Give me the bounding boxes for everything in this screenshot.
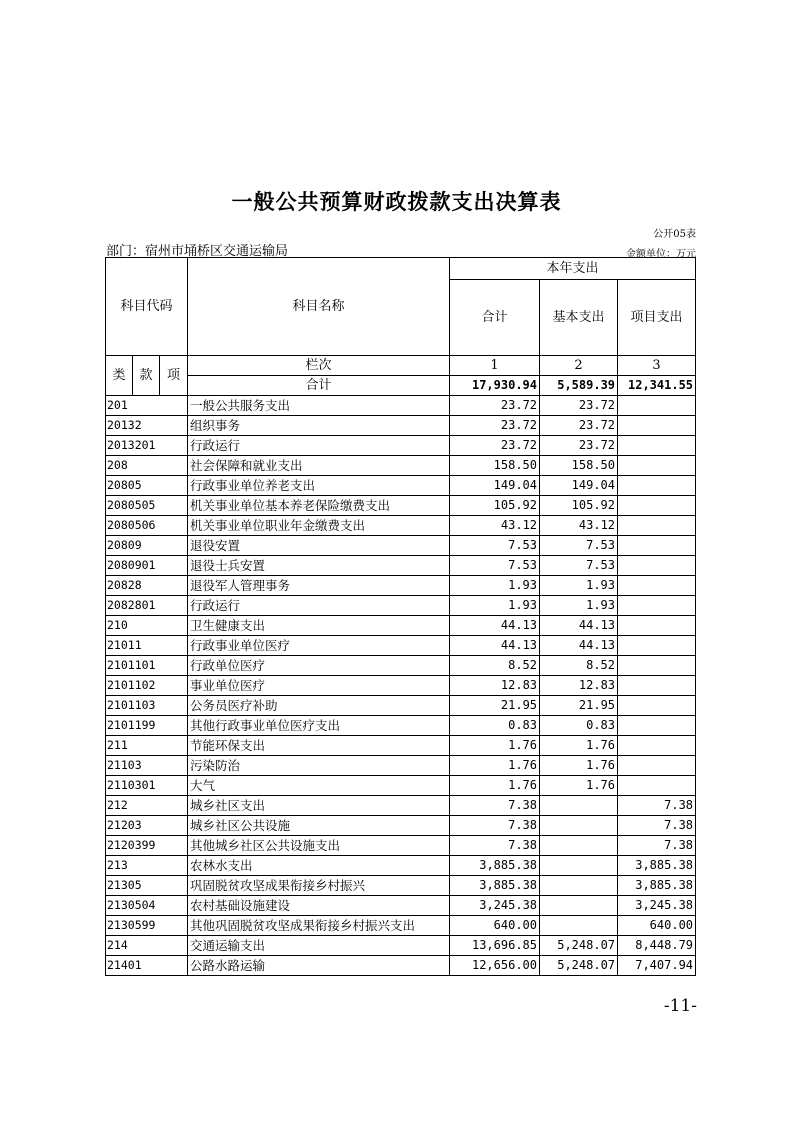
row-basic: 44.13 [540,636,618,656]
row-project: 7.38 [618,816,696,836]
row-project [618,596,696,616]
row-name: 城乡社区支出 [188,796,450,816]
row-project [618,716,696,736]
row-name: 公务员医疗补助 [188,696,450,716]
row-name: 其他城乡社区公共设施支出 [188,836,450,856]
row-basic: 149.04 [540,476,618,496]
row-basic [540,916,618,936]
row-total: 3,245.38 [450,896,540,916]
table-row [106,916,696,936]
header-col1: 1 [450,356,540,376]
row-code: 201 [106,396,188,416]
header-col2: 2 [540,356,618,376]
row-code: 20828 [106,576,188,596]
table-row [106,476,696,496]
summary-label: 合计 [188,376,450,396]
row-total: 3,885.38 [450,856,540,876]
row-project: 640.00 [618,916,696,936]
row-basic: 23.72 [540,436,618,456]
row-code: 210 [106,616,188,636]
table-row [106,696,696,716]
row-total: 12.83 [450,676,540,696]
row-name: 行政运行 [188,596,450,616]
table-row [106,636,696,656]
row-total: 1.76 [450,736,540,756]
row-total: 8.52 [450,656,540,676]
row-basic: 105.92 [540,496,618,516]
row-total: 1.76 [450,756,540,776]
department-label: 部门：宿州市埇桥区交通运输局 [106,244,289,259]
page-title: 一般公共预算财政拨款支出决算表 [231,190,562,214]
table-row [106,676,696,696]
row-name: 组织事务 [188,416,450,436]
row-basic [540,896,618,916]
row-project [618,416,696,436]
row-code: 2082801 [106,596,188,616]
summary-basic: 5,589.39 [540,376,618,396]
row-total: 7.38 [450,796,540,816]
row-project [618,636,696,656]
row-name: 巩固脱贫攻坚成果衔接乡村振兴 [188,876,450,896]
row-basic [540,796,618,816]
table-row [106,616,696,636]
row-total: 640.00 [450,916,540,936]
row-basic: 1.93 [540,596,618,616]
row-project [618,516,696,536]
row-basic: 44.13 [540,616,618,636]
row-name: 行政事业单位医疗 [188,636,450,656]
row-total: 7.53 [450,536,540,556]
row-total: 7.53 [450,556,540,576]
row-total: 1.76 [450,776,540,796]
table-row [106,536,696,556]
row-basic: 1.76 [540,736,618,756]
row-project [618,676,696,696]
header-xiang: 项 [160,356,188,396]
table-row [106,496,696,516]
table-row [106,556,696,576]
row-project: 7,407.94 [618,956,696,976]
row-code: 2080901 [106,556,188,576]
row-project [618,496,696,516]
row-basic: 158.50 [540,456,618,476]
row-basic: 7.53 [540,556,618,576]
header-row-lanci [106,356,696,376]
row-basic: 1.76 [540,756,618,776]
header-basic: 基本支出 [540,280,618,356]
row-basic: 7.53 [540,536,618,556]
page-number: -11- [663,996,697,1016]
row-name: 其他巩固脱贫攻坚成果衔接乡村振兴支出 [188,916,450,936]
header-row-1 [106,258,696,280]
table-row [106,836,696,856]
table-row [106,876,696,896]
table-row [106,756,696,776]
row-code: 2101101 [106,656,188,676]
row-name: 农林水支出 [188,856,450,876]
table-row [106,956,696,976]
row-name: 退役士兵安置 [188,556,450,576]
row-code: 20809 [106,536,188,556]
row-name: 退役军人管理事务 [188,576,450,596]
row-basic [540,816,618,836]
header-kuan: 款 [133,356,160,396]
row-total: 7.38 [450,816,540,836]
row-code: 212 [106,796,188,816]
summary-row [106,376,696,396]
table-row [106,796,696,816]
table-row [106,656,696,676]
table-row [106,896,696,916]
row-total: 23.72 [450,436,540,456]
row-name: 事业单位医疗 [188,676,450,696]
summary-total: 17,930.94 [450,376,540,396]
row-project: 7.38 [618,836,696,856]
row-code: 20132 [106,416,188,436]
row-basic: 0.83 [540,716,618,736]
row-name: 农村基础设施建设 [188,896,450,916]
row-code: 2101199 [106,716,188,736]
table-row [106,396,696,416]
row-project [618,776,696,796]
table-row [106,736,696,756]
row-code: 21203 [106,816,188,836]
row-name: 卫生健康支出 [188,616,450,636]
row-name: 节能环保支出 [188,736,450,756]
header-lanci: 栏次 [188,356,450,376]
row-name: 行政运行 [188,436,450,456]
row-project [618,476,696,496]
table-row [106,576,696,596]
row-project [618,656,696,676]
header-col3: 3 [618,356,696,376]
row-basic: 43.12 [540,516,618,536]
unit-label: 金额单位：万元 [626,249,696,260]
row-total: 0.83 [450,716,540,736]
row-code: 2101103 [106,696,188,716]
table-row [106,856,696,876]
row-basic [540,836,618,856]
row-name: 机关事业单位职业年金缴费支出 [188,516,450,536]
row-code: 2120399 [106,836,188,856]
row-total: 3,885.38 [450,876,540,896]
row-code: 21305 [106,876,188,896]
row-total: 1.93 [450,576,540,596]
row-total: 158.50 [450,456,540,476]
row-project: 3,885.38 [618,876,696,896]
row-project [618,536,696,556]
header-name: 科目名称 [188,258,450,356]
table-row [106,776,696,796]
row-project: 3,885.38 [618,856,696,876]
row-code: 2013201 [106,436,188,456]
row-code: 213 [106,856,188,876]
row-code: 2080506 [106,516,188,536]
row-name: 行政单位医疗 [188,656,450,676]
row-code: 2130504 [106,896,188,916]
row-code: 2080505 [106,496,188,516]
row-code: 214 [106,936,188,956]
row-basic: 12.83 [540,676,618,696]
row-basic: 1.93 [540,576,618,596]
row-project: 7.38 [618,796,696,816]
table-row [106,516,696,536]
row-code: 208 [106,456,188,476]
row-total: 44.13 [450,616,540,636]
table-row [106,436,696,456]
row-total: 13,696.85 [450,936,540,956]
table-row [106,936,696,956]
row-total: 44.13 [450,636,540,656]
table-row [106,816,696,836]
header-project: 项目支出 [618,280,696,356]
row-basic: 5,248.07 [540,936,618,956]
row-name: 公路水路运输 [188,956,450,976]
row-code: 2110301 [106,776,188,796]
row-code: 21103 [106,756,188,776]
header-annual: 本年支出 [450,258,696,280]
row-project: 3,245.38 [618,896,696,916]
row-total: 43.12 [450,516,540,536]
row-basic: 1.76 [540,776,618,796]
row-name: 城乡社区公共设施 [188,816,450,836]
row-total: 23.72 [450,396,540,416]
row-total: 149.04 [450,476,540,496]
row-project [618,696,696,716]
row-code: 21401 [106,956,188,976]
row-basic: 23.72 [540,396,618,416]
header-code: 科目代码 [106,258,188,356]
table-row [106,416,696,436]
row-total: 7.38 [450,836,540,856]
row-basic: 5,248.07 [540,956,618,976]
row-name: 行政事业单位养老支出 [188,476,450,496]
row-project [618,756,696,776]
row-basic: 21.95 [540,696,618,716]
row-name: 机关事业单位基本养老保险缴费支出 [188,496,450,516]
row-basic: 23.72 [540,416,618,436]
row-project [618,396,696,416]
row-total: 1.93 [450,596,540,616]
row-project [618,456,696,476]
row-total: 23.72 [450,416,540,436]
row-total: 105.92 [450,496,540,516]
row-code: 21011 [106,636,188,656]
row-name: 一般公共服务支出 [188,396,450,416]
row-code: 211 [106,736,188,756]
row-code: 2101102 [106,676,188,696]
row-total: 12,656.00 [450,956,540,976]
header-total: 合计 [450,280,540,356]
expenditure-table [105,257,696,976]
row-name: 交通运输支出 [188,936,450,956]
row-basic: 8.52 [540,656,618,676]
row-name: 退役安置 [188,536,450,556]
table-row [106,716,696,736]
row-project [618,616,696,636]
row-project [618,736,696,756]
row-name: 社会保障和就业支出 [188,456,450,476]
form-number: 公开05表 [653,229,696,240]
row-name: 大气 [188,776,450,796]
header-lei: 类 [106,356,133,396]
row-basic [540,876,618,896]
row-total: 21.95 [450,696,540,716]
row-code: 20805 [106,476,188,496]
summary-project: 12,341.55 [618,376,696,396]
row-project [618,556,696,576]
row-project [618,576,696,596]
table-row [106,456,696,476]
row-name: 污染防治 [188,756,450,776]
row-project: 8,448.79 [618,936,696,956]
row-code: 2130599 [106,916,188,936]
row-project [618,436,696,456]
row-name: 其他行政事业单位医疗支出 [188,716,450,736]
row-basic [540,856,618,876]
table-row [106,596,696,616]
